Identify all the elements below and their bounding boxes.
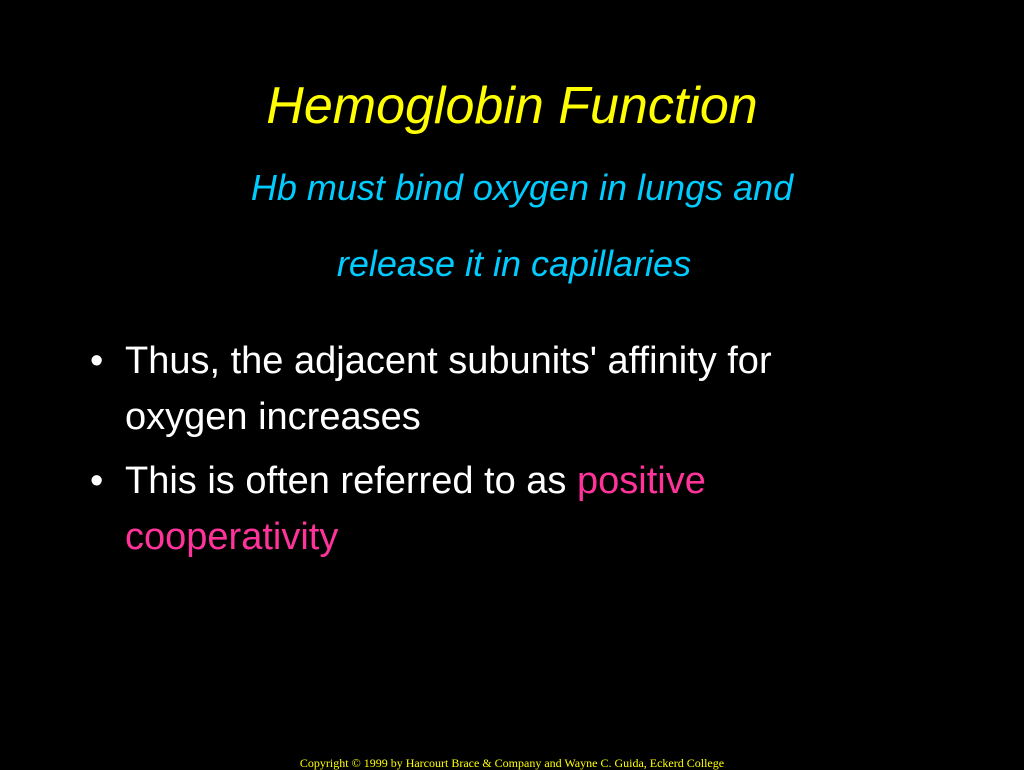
highlight-term: positive bbox=[576, 460, 706, 502]
copyright-notice: Copyright © 1999 by Harcourt Brace & Company and Wayne C. Guida, Eckerd College bbox=[299, 756, 725, 770]
subtitle-line-2: release it in capillaries bbox=[336, 243, 692, 284]
subtitle-line-1: Hb must bind oxygen in lungs and bbox=[250, 167, 794, 208]
bullet-text-line bbox=[125, 453, 934, 509]
bullet-list bbox=[84, 333, 934, 573]
highlight-term: cooperativity bbox=[125, 516, 339, 558]
bullet-text: This is often referred to as bbox=[125, 460, 577, 502]
bullet-marker: • bbox=[90, 460, 104, 502]
bullet-text-line: oxygen increases bbox=[125, 396, 421, 438]
bullet-marker: • bbox=[90, 340, 104, 382]
bullet-item-cooperativity bbox=[84, 453, 934, 565]
slide-title: Hemoglobin Function bbox=[266, 77, 758, 135]
bullet-text-line: Thus, the adjacent subunits' affinity for bbox=[125, 340, 772, 382]
bullet-item-affinity bbox=[84, 333, 934, 445]
